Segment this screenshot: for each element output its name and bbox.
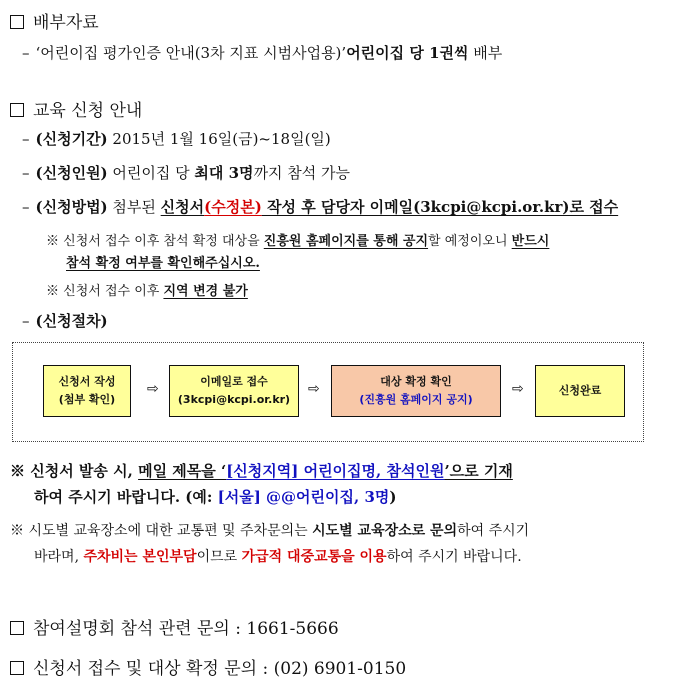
checkbox-square-icon bbox=[10, 103, 24, 117]
section-title: 배부자료 bbox=[33, 13, 99, 33]
arrow-right-icon: ⇨ bbox=[147, 381, 159, 397]
note-region: ※ 신청서 접수 이후 지역 변경 불가 bbox=[46, 284, 248, 299]
materials-item: – ‘어린이집 평가인증 안내(3차 지표 시범사업용)’어린이집 당 1권씩 배부 bbox=[22, 44, 503, 62]
procedure-item: – (신청절차) bbox=[22, 312, 108, 330]
step-email-submit: 이메일로 접수 (3kcpi@kcpi.or.kr) bbox=[169, 365, 299, 417]
note-confirm-line2: 참석 확정 여부를 확인해주십시오. bbox=[66, 256, 260, 271]
period-item: – (신청기간) 2015년 1월 16일(금)~18일(일) bbox=[22, 130, 331, 148]
send-instruction: ※ 신청서 발송 시, 메일 제목을 ‘[신청지역] 어린이집명, 참석인원’으로 기재 bbox=[10, 462, 513, 480]
contact-briefing: 참여설명회 참석 관련 문의 : 1661-5666 bbox=[10, 614, 339, 639]
method-item: – (신청방법) 첨부된 신청서(수정본) 작성 후 담당자 이메일(3kcpi@kcpi.or.kr)로 접수 bbox=[22, 198, 619, 216]
arrow-right-icon: ⇨ bbox=[512, 381, 524, 397]
transport-note: ※ 시도별 교육장소에 대한 교통편 및 주차문의는 시도별 교육장소로 문의하여 주시기 bbox=[10, 523, 530, 539]
arrow-right-icon: ⇨ bbox=[308, 381, 320, 397]
transport-note-line2: 바라며, 주차비는 본인부담이므로 가급적 대중교통을 이용하여 주시기 바랍니다. bbox=[34, 549, 522, 565]
people-item: – (신청인원) 어린이집 당 최대 3명까지 참석 가능 bbox=[22, 164, 351, 182]
procedure-flow bbox=[12, 342, 644, 442]
contact-application: 신청서 접수 및 대상 확정 문의 : (02) 6901-0150 bbox=[10, 654, 406, 679]
section-materials bbox=[10, 8, 99, 33]
checkbox-square-icon bbox=[10, 661, 24, 675]
step-confirm: 대상 확정 확인 (진흥원 홈페이지 공지) bbox=[331, 365, 501, 417]
section-title: 교육 신청 안내 bbox=[33, 101, 143, 121]
send-instruction-line2: 하여 주시기 바랍니다. (예: [서울] @@어린이집, 3명) bbox=[34, 488, 397, 506]
section-application bbox=[10, 96, 142, 121]
step-complete: 신청완료 bbox=[535, 365, 625, 417]
checkbox-square-icon bbox=[10, 15, 24, 29]
checkbox-square-icon bbox=[10, 621, 24, 635]
note-confirm: ※ 신청서 접수 이후 참석 확정 대상을 진흥원 홈페이지를 통해 공지할 예정이오니 반드시 bbox=[46, 234, 550, 249]
step-fill-form: 신청서 작성 (첨부 확인) bbox=[43, 365, 131, 417]
